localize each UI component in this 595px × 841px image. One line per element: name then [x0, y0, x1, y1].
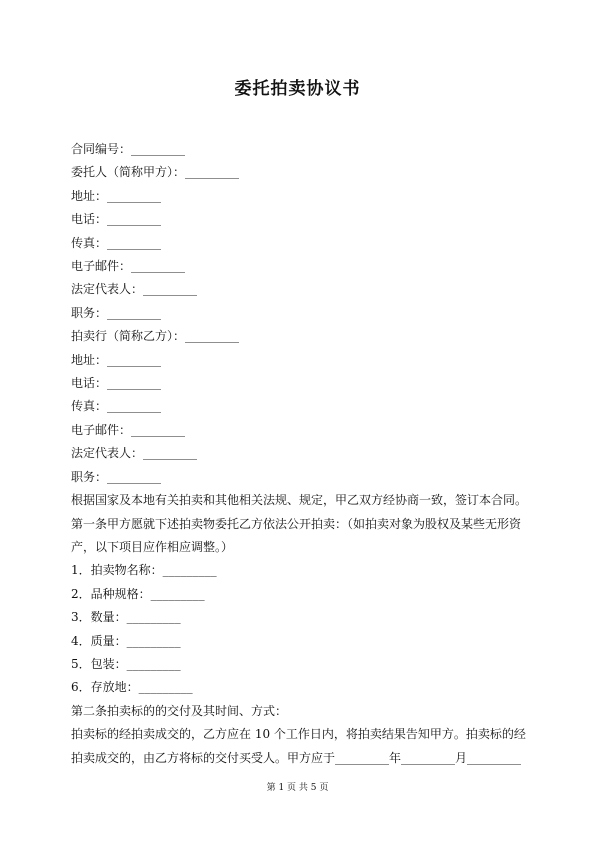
party-a-email-line: 电子邮件：_________ — [71, 259, 186, 274]
party-b-address-line: 地址：_________ — [71, 352, 162, 367]
page-footer: 第 1 页 共 5 页 — [266, 783, 329, 793]
party-a-fax-line: 传真：_________ — [71, 235, 162, 250]
party-b-line: 拍卖行（简称乙方）：_________ — [71, 329, 240, 344]
party-a-legal-rep-line: 法定代表人：_________ — [71, 282, 198, 297]
item-name-line: 1．拍卖物名称：_________ — [71, 563, 217, 578]
preamble-paragraph: 根据国家及本地有关拍卖和其他相关法规、规定，甲乙双方经协商一致，签订本合同。 — [71, 493, 528, 508]
party-b-email-line: 电子邮件：_________ — [71, 422, 186, 437]
party-b-phone-line: 电话：_________ — [71, 376, 162, 391]
article-2-heading: 第二条拍卖标的的交付及其时间、方式： — [71, 703, 288, 718]
document-title: 委托拍卖协议书 — [234, 79, 361, 99]
party-b-legal-rep-line: 法定代表人：_________ — [71, 446, 198, 461]
item-packaging-line: 5．包装：_________ — [71, 656, 181, 671]
item-storage-line: 6．存放地：_________ — [71, 680, 193, 695]
party-a-position-line: 职务：_________ — [71, 305, 162, 320]
article-2-paragraph: 拍卖标的经拍卖成交的，乙方应在 10 个工作日内，将拍卖结果告知甲方。拍卖标的经拍卖成交的，由乙方将标的交付买受人。甲方应于_________年_________月_________ — [71, 727, 526, 765]
article-1-paragraph: 第一条甲方愿就下述拍卖物委托乙方依法公开拍卖：（如拍卖对象为股权及某些无形资产，以下项目应作相应调整。） — [71, 516, 522, 554]
party-b-fax-line: 传真：_________ — [71, 399, 162, 414]
party-a-phone-line: 电话：_________ — [71, 212, 162, 227]
party-a-line: 委托人（简称甲方）：_________ — [71, 165, 240, 180]
party-b-position-line: 职务：_________ — [71, 469, 162, 484]
item-quality-line: 4．质量：_________ — [71, 633, 181, 648]
contract-number-line: 合同编号：_________ — [71, 142, 186, 156]
party-a-address-line: 地址：_________ — [71, 188, 162, 203]
document-body — [71, 138, 527, 770]
item-spec-line: 2．品种规格：_________ — [71, 586, 205, 601]
item-quantity-line: 3．数量：_________ — [71, 610, 181, 625]
